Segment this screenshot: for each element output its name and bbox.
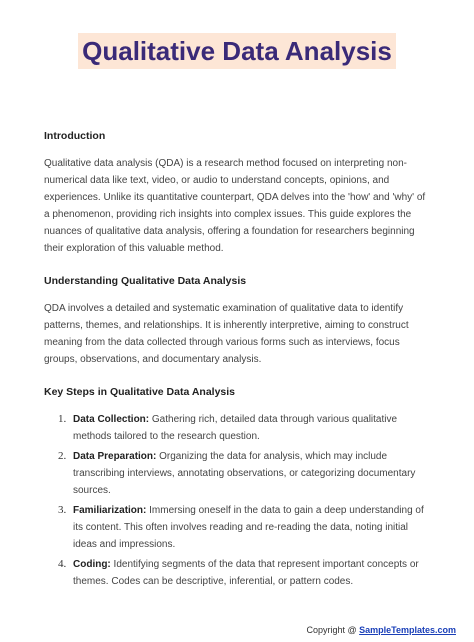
intro-heading: Introduction xyxy=(44,130,106,142)
understanding-paragraph: QDA involves a detailed and systematic examination of qualitative data to identify patterns, themes, and relationships. It is inherently interpretive, aiming to construct meaning from the data collected through various forms such as interviews, focus groups, observations, and documentary analysis. xyxy=(44,303,409,365)
title-wrap xyxy=(0,33,474,69)
list-item xyxy=(44,502,430,553)
step-text: Identifying segments of the data that represent important concepts or themes. Codes can be descriptive, inferential, or pattern codes. xyxy=(73,559,419,587)
document-body xyxy=(44,129,430,593)
list-item xyxy=(44,448,430,499)
copyright-footer xyxy=(306,625,456,635)
step-text: Organizing the data for analysis, which may include transcribing interviews, annotating observations, or categorizing documentary sources. xyxy=(73,451,416,496)
step-number: 2. xyxy=(58,450,67,462)
step-term: Familiarization: xyxy=(73,505,147,516)
step-number: 3. xyxy=(58,504,67,516)
key-steps-list xyxy=(44,411,430,590)
intro-paragraph: Qualitative data analysis (QDA) is a research method focused on interpreting non-numerical data like text, video, or audio to understand concepts, opinions, and experiences. Unlike its quantitative counterpart, QDA delves into the 'how' and 'why' of a phenomenon, providing rich insights into complex issues. This guide explores the nuances of qualitative data analysis, offering a foundation for researchers beginning their exploration of this valuable method. xyxy=(44,158,426,254)
step-term: Data Preparation: xyxy=(73,451,157,462)
step-number: 1. xyxy=(58,413,67,425)
step-text: Immersing oneself in the data to gain a deep understanding of its content. This often involves reading and re-reading the data, noting initial ideas and impressions. xyxy=(73,505,424,550)
list-item xyxy=(44,556,430,590)
sampletemplates-link[interactable]: SampleTemplates.com xyxy=(359,625,456,635)
copyright-text: Copyright @ xyxy=(306,625,360,635)
step-term: Coding: xyxy=(73,559,111,570)
step-term: Data Collection: xyxy=(73,414,150,425)
key-steps-heading: Key Steps in Qualitative Data Analysis xyxy=(44,386,236,398)
step-text: Gathering rich, detailed data through various qualitative methods tailored to the research question. xyxy=(73,414,398,442)
list-item xyxy=(44,411,430,445)
step-number: 4. xyxy=(58,558,67,570)
page-title: Qualitative Data Analysis xyxy=(78,33,396,69)
understanding-heading: Understanding Qualitative Data Analysis xyxy=(44,275,247,287)
